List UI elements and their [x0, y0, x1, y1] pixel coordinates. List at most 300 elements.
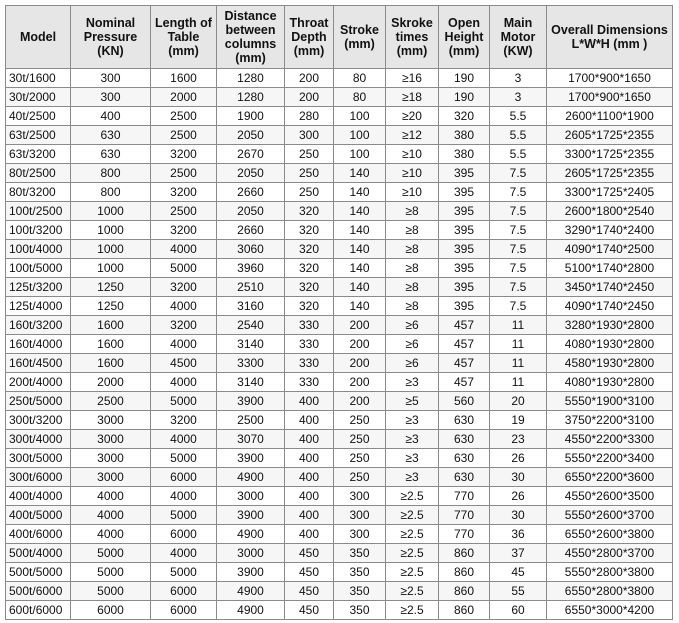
table-cell: 3070: [217, 430, 285, 449]
table-cell: 350: [334, 563, 386, 582]
table-cell: 300: [71, 69, 151, 88]
table-cell: 2000: [151, 88, 217, 107]
table-cell: 800: [71, 164, 151, 183]
model-cell: 300t/5000: [6, 449, 71, 468]
table-cell: 3900: [217, 563, 285, 582]
table-cell: ≥3: [386, 411, 439, 430]
table-cell: 7.5: [490, 221, 547, 240]
table-cell: 7.5: [490, 259, 547, 278]
table-cell: 100: [334, 107, 386, 126]
table-cell: 4900: [217, 468, 285, 487]
table-cell: 100: [334, 126, 386, 145]
table-cell: 380: [439, 145, 490, 164]
table-cell: 140: [334, 278, 386, 297]
model-cell: 160t/4000: [6, 335, 71, 354]
table-cell: 3750*2200*3100: [547, 411, 673, 430]
header-cell: Throat Depth (mm): [285, 6, 334, 69]
table-cell: 2500: [151, 164, 217, 183]
table-row: [6, 202, 673, 221]
table-cell: 4000: [71, 525, 151, 544]
table-cell: 5550*2800*3800: [547, 563, 673, 582]
table-cell: 5550*2600*3700: [547, 506, 673, 525]
model-cell: 300t/3200: [6, 411, 71, 430]
table-cell: 4000: [151, 544, 217, 563]
table-cell: 2500: [217, 411, 285, 430]
model-cell: 63t/3200: [6, 145, 71, 164]
table-cell: 36: [490, 525, 547, 544]
table-row: [6, 430, 673, 449]
model-cell: 125t/3200: [6, 278, 71, 297]
table-cell: 350: [334, 582, 386, 601]
table-cell: 770: [439, 525, 490, 544]
table-cell: 4900: [217, 601, 285, 620]
table-row: [6, 392, 673, 411]
table-cell: 5000: [71, 563, 151, 582]
table-cell: 630: [439, 449, 490, 468]
table-cell: 1280: [217, 88, 285, 107]
table-cell: 5.5: [490, 107, 547, 126]
table-cell: 7.5: [490, 278, 547, 297]
model-cell: 125t/4000: [6, 297, 71, 316]
table-cell: 320: [285, 259, 334, 278]
table-cell: 2605*1725*2355: [547, 164, 673, 183]
table-cell: 37: [490, 544, 547, 563]
table-row: [6, 582, 673, 601]
table-cell: 140: [334, 240, 386, 259]
table-cell: 7.5: [490, 240, 547, 259]
table-cell: 320: [285, 278, 334, 297]
table-cell: 395: [439, 259, 490, 278]
table-cell: ≥6: [386, 316, 439, 335]
table-cell: 450: [285, 563, 334, 582]
table-cell: 5000: [71, 582, 151, 601]
table-cell: 4000: [151, 430, 217, 449]
table-cell: 3200: [151, 183, 217, 202]
table-cell: 457: [439, 373, 490, 392]
table-cell: 4080*1930*2800: [547, 335, 673, 354]
table-cell: 190: [439, 88, 490, 107]
table-cell: ≥18: [386, 88, 439, 107]
table-cell: 2660: [217, 221, 285, 240]
header-cell: Main Motor (KW): [490, 6, 547, 69]
table-cell: 140: [334, 202, 386, 221]
table-cell: 3200: [151, 411, 217, 430]
table-cell: 1000: [71, 259, 151, 278]
table-cell: 4000: [71, 487, 151, 506]
table-cell: 560: [439, 392, 490, 411]
table-row: [6, 411, 673, 430]
table-cell: 2600*1100*1900: [547, 107, 673, 126]
model-cell: 400t/4000: [6, 487, 71, 506]
table-cell: 6000: [151, 525, 217, 544]
table-row: [6, 278, 673, 297]
table-cell: 450: [285, 601, 334, 620]
table-cell: 457: [439, 354, 490, 373]
table-cell: 19: [490, 411, 547, 430]
table-cell: ≥2.5: [386, 544, 439, 563]
table-cell: 7.5: [490, 164, 547, 183]
table-cell: ≥2.5: [386, 582, 439, 601]
table-cell: 4000: [151, 297, 217, 316]
table-cell: 11: [490, 354, 547, 373]
table-cell: 6550*2800*3800: [547, 582, 673, 601]
table-row: [6, 221, 673, 240]
table-cell: ≥5: [386, 392, 439, 411]
table-cell: 320: [285, 297, 334, 316]
table-row: [6, 487, 673, 506]
table-cell: 320: [439, 107, 490, 126]
table-cell: 4580*1930*2800: [547, 354, 673, 373]
table-cell: ≥10: [386, 183, 439, 202]
table-cell: 3960: [217, 259, 285, 278]
table-cell: 350: [334, 601, 386, 620]
model-cell: 100t/2500: [6, 202, 71, 221]
table-cell: 630: [439, 430, 490, 449]
table-cell: 300: [334, 506, 386, 525]
table-cell: 860: [439, 601, 490, 620]
model-cell: 30t/1600: [6, 69, 71, 88]
table-cell: 200: [334, 373, 386, 392]
table-cell: ≥2.5: [386, 601, 439, 620]
table-cell: 250: [334, 449, 386, 468]
table-cell: 860: [439, 582, 490, 601]
model-cell: 200t/4000: [6, 373, 71, 392]
table-cell: ≥12: [386, 126, 439, 145]
table-row: [6, 69, 673, 88]
table-cell: ≥10: [386, 145, 439, 164]
table-cell: 1600: [71, 335, 151, 354]
table-row: [6, 354, 673, 373]
table-cell: 3200: [151, 278, 217, 297]
table-cell: 250: [285, 145, 334, 164]
table-cell: 3290*1740*2400: [547, 221, 673, 240]
table-cell: 4500: [151, 354, 217, 373]
table-cell: 457: [439, 335, 490, 354]
table-cell: 1600: [151, 69, 217, 88]
table-cell: 300: [71, 88, 151, 107]
table-cell: 26: [490, 449, 547, 468]
table-cell: 250: [334, 411, 386, 430]
model-cell: 300t/4000: [6, 430, 71, 449]
table-cell: 3000: [217, 487, 285, 506]
table-cell: 4000: [151, 487, 217, 506]
table-cell: 320: [285, 202, 334, 221]
table-cell: 4550*2200*3300: [547, 430, 673, 449]
table-cell: 3300*1725*2355: [547, 145, 673, 164]
table-cell: 45: [490, 563, 547, 582]
table-cell: 395: [439, 164, 490, 183]
table-cell: 3900: [217, 449, 285, 468]
table-cell: 400: [285, 506, 334, 525]
table-cell: ≥2.5: [386, 506, 439, 525]
table-cell: ≥2.5: [386, 487, 439, 506]
table-cell: 1280: [217, 69, 285, 88]
table-cell: 300: [334, 487, 386, 506]
table-cell: 4090*1740*2500: [547, 240, 673, 259]
table-cell: ≥3: [386, 449, 439, 468]
table-cell: 6000: [151, 468, 217, 487]
table-cell: 30: [490, 506, 547, 525]
table-cell: 630: [71, 145, 151, 164]
table-cell: 630: [439, 411, 490, 430]
table-cell: 280: [285, 107, 334, 126]
table-cell: 3000: [71, 468, 151, 487]
model-cell: 80t/2500: [6, 164, 71, 183]
table-row: [6, 145, 673, 164]
table-cell: 140: [334, 183, 386, 202]
table-cell: 55: [490, 582, 547, 601]
table-cell: 80: [334, 69, 386, 88]
table-cell: ≥3: [386, 468, 439, 487]
table-cell: 6000: [151, 601, 217, 620]
table-cell: 3140: [217, 373, 285, 392]
model-cell: 600t/6000: [6, 601, 71, 620]
table-cell: 5000: [151, 259, 217, 278]
table-cell: ≥10: [386, 164, 439, 183]
table-cell: 4000: [151, 373, 217, 392]
table-body: [6, 69, 673, 620]
table-cell: ≥20: [386, 107, 439, 126]
table-row: [6, 259, 673, 278]
table-cell: 200: [285, 69, 334, 88]
table-cell: 1000: [71, 221, 151, 240]
table-cell: 6000: [71, 601, 151, 620]
table-cell: 457: [439, 316, 490, 335]
table-cell: 3450*1740*2450: [547, 278, 673, 297]
table-cell: 395: [439, 202, 490, 221]
table-cell: ≥6: [386, 335, 439, 354]
model-cell: 100t/3200: [6, 221, 71, 240]
header-cell: Overall Dimensions L*W*H (mm ): [547, 6, 673, 69]
table-cell: 630: [439, 468, 490, 487]
table-cell: 250: [334, 430, 386, 449]
table-cell: ≥3: [386, 430, 439, 449]
table-row: [6, 506, 673, 525]
table-cell: 630: [71, 126, 151, 145]
table-cell: 380: [439, 126, 490, 145]
table-cell: 7.5: [490, 183, 547, 202]
table-cell: 200: [334, 392, 386, 411]
table-cell: 770: [439, 487, 490, 506]
table-cell: 6550*2200*3600: [547, 468, 673, 487]
table-cell: ≥2.5: [386, 525, 439, 544]
table-cell: 1600: [71, 316, 151, 335]
table-cell: 330: [285, 335, 334, 354]
table-cell: 11: [490, 316, 547, 335]
header-cell: Open Height (mm): [439, 6, 490, 69]
table-cell: 400: [285, 468, 334, 487]
table-cell: 3300: [217, 354, 285, 373]
table-cell: 3200: [151, 221, 217, 240]
table-cell: 4000: [151, 335, 217, 354]
header-cell: Length of Table (mm): [151, 6, 217, 69]
table-cell: 2500: [151, 107, 217, 126]
model-cell: 160t/4500: [6, 354, 71, 373]
table-row: [6, 335, 673, 354]
model-cell: 400t/6000: [6, 525, 71, 544]
table-cell: 2510: [217, 278, 285, 297]
table-cell: 250: [285, 183, 334, 202]
table-row: [6, 107, 673, 126]
table-cell: 4900: [217, 525, 285, 544]
table-cell: 190: [439, 69, 490, 88]
table-cell: 4550*2600*3500: [547, 487, 673, 506]
table-row: [6, 164, 673, 183]
table-cell: 320: [285, 221, 334, 240]
table-cell: 1000: [71, 240, 151, 259]
table-cell: ≥16: [386, 69, 439, 88]
table-cell: 5000: [151, 506, 217, 525]
table-cell: 250: [285, 164, 334, 183]
table-cell: 3900: [217, 506, 285, 525]
table-cell: 395: [439, 297, 490, 316]
table-cell: 330: [285, 316, 334, 335]
table-cell: 400: [285, 411, 334, 430]
header-cell: Skroke times (mm): [386, 6, 439, 69]
table-cell: 6550*2600*3800: [547, 525, 673, 544]
table-cell: 450: [285, 544, 334, 563]
table-cell: 140: [334, 221, 386, 240]
model-cell: 80t/3200: [6, 183, 71, 202]
table-cell: 3900: [217, 392, 285, 411]
table-cell: 4000: [71, 506, 151, 525]
table-cell: 5550*1900*3100: [547, 392, 673, 411]
table-cell: 860: [439, 544, 490, 563]
model-cell: 300t/6000: [6, 468, 71, 487]
table-cell: 2500: [151, 202, 217, 221]
table-cell: 1250: [71, 297, 151, 316]
model-cell: 500t/6000: [6, 582, 71, 601]
model-cell: 400t/5000: [6, 506, 71, 525]
table-cell: 11: [490, 373, 547, 392]
table-cell: 3160: [217, 297, 285, 316]
table-cell: 7.5: [490, 297, 547, 316]
header-cell: Stroke (mm): [334, 6, 386, 69]
table-cell: 395: [439, 183, 490, 202]
table-cell: 200: [334, 354, 386, 373]
table-cell: 320: [285, 240, 334, 259]
table-cell: 5550*2200*3400: [547, 449, 673, 468]
table-cell: 2050: [217, 164, 285, 183]
table-cell: 450: [285, 582, 334, 601]
table-row: [6, 126, 673, 145]
table-cell: 23: [490, 430, 547, 449]
table-cell: 140: [334, 259, 386, 278]
table-cell: 26: [490, 487, 547, 506]
table-cell: ≥8: [386, 278, 439, 297]
table-cell: 400: [285, 487, 334, 506]
table-row: [6, 373, 673, 392]
model-cell: 160t/3200: [6, 316, 71, 335]
table-cell: 2500: [151, 126, 217, 145]
table-cell: 860: [439, 563, 490, 582]
model-cell: 40t/2500: [6, 107, 71, 126]
table-cell: 100: [334, 145, 386, 164]
table-cell: 250: [334, 468, 386, 487]
table-cell: 3000: [71, 430, 151, 449]
table-row: [6, 297, 673, 316]
table-cell: ≥8: [386, 297, 439, 316]
table-cell: ≥2.5: [386, 563, 439, 582]
table-cell: 5.5: [490, 126, 547, 145]
model-cell: 63t/2500: [6, 126, 71, 145]
spec-table: [5, 5, 673, 620]
table-cell: 3000: [71, 449, 151, 468]
table-cell: 7.5: [490, 202, 547, 221]
model-cell: 100t/5000: [6, 259, 71, 278]
table-row: [6, 601, 673, 620]
table-cell: 200: [334, 335, 386, 354]
table-cell: ≥8: [386, 259, 439, 278]
table-cell: 1700*900*1650: [547, 69, 673, 88]
table-cell: 2605*1725*2355: [547, 126, 673, 145]
table-row: [6, 183, 673, 202]
table-cell: 350: [334, 544, 386, 563]
table-cell: 2000: [71, 373, 151, 392]
table-cell: 2660: [217, 183, 285, 202]
table-cell: 4550*2800*3700: [547, 544, 673, 563]
table-cell: 3: [490, 88, 547, 107]
table-cell: ≥8: [386, 221, 439, 240]
table-cell: 1600: [71, 354, 151, 373]
table-cell: 1700*900*1650: [547, 88, 673, 107]
table-cell: 1000: [71, 202, 151, 221]
model-cell: 100t/4000: [6, 240, 71, 259]
table-cell: 5100*1740*2800: [547, 259, 673, 278]
table-cell: ≥8: [386, 202, 439, 221]
table-row: [6, 240, 673, 259]
table-row: [6, 525, 673, 544]
table-cell: 2670: [217, 145, 285, 164]
table-cell: 5000: [71, 544, 151, 563]
table-cell: 2050: [217, 126, 285, 145]
table-cell: 330: [285, 373, 334, 392]
table-cell: 5000: [151, 392, 217, 411]
table-cell: 3000: [71, 411, 151, 430]
table-cell: 2500: [71, 392, 151, 411]
table-cell: 3200: [151, 316, 217, 335]
table-cell: ≥8: [386, 240, 439, 259]
table-cell: 395: [439, 221, 490, 240]
table-row: [6, 88, 673, 107]
model-cell: 250t/5000: [6, 392, 71, 411]
table-cell: 4900: [217, 582, 285, 601]
table-cell: 1900: [217, 107, 285, 126]
table-cell: 2050: [217, 202, 285, 221]
table-cell: 400: [285, 525, 334, 544]
table-cell: 300: [334, 525, 386, 544]
table-cell: 140: [334, 164, 386, 183]
table-cell: 5000: [151, 563, 217, 582]
table-cell: 60: [490, 601, 547, 620]
table-cell: 3200: [151, 145, 217, 164]
table-cell: 400: [285, 449, 334, 468]
table-cell: 395: [439, 240, 490, 259]
table-cell: 770: [439, 506, 490, 525]
table-cell: 395: [439, 278, 490, 297]
table-cell: ≥6: [386, 354, 439, 373]
table-cell: 80: [334, 88, 386, 107]
header-row: [6, 6, 673, 69]
header-cell: Model: [6, 6, 71, 69]
model-cell: 30t/2000: [6, 88, 71, 107]
table-cell: 300: [285, 126, 334, 145]
table-cell: 400: [71, 107, 151, 126]
table-cell: 400: [285, 430, 334, 449]
model-cell: 500t/5000: [6, 563, 71, 582]
table-cell: 6000: [151, 582, 217, 601]
header-cell: Distance between columns (mm): [217, 6, 285, 69]
